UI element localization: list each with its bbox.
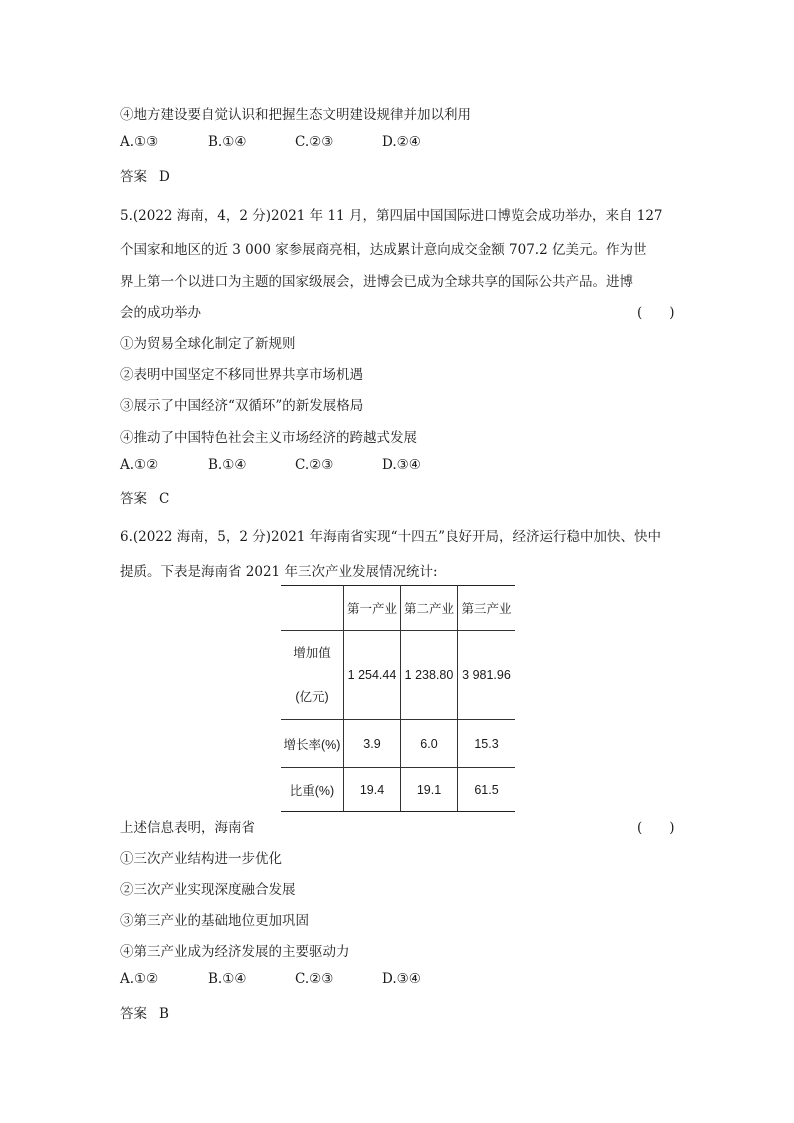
prev-answer [120,165,170,185]
option-a: A.①② [120,971,159,987]
table-header-primary: 第一产业 [344,586,401,631]
table-cell: 1 254.44 [344,631,401,720]
row-label-share: 比重(%) [281,768,344,812]
table-cell: 3.9 [344,720,401,768]
q5-answer-bracket: ( ) [637,305,675,321]
q5-line-4: 会的成功举办 [120,305,201,321]
table-cell: 1 238.80 [401,631,458,720]
table-row [281,768,515,812]
q6-item-2: ②三次产业实现深度融合发展 [120,882,296,898]
table-cell: 15.3 [458,720,516,768]
table-header-row [281,586,515,631]
table-header-empty [281,586,344,631]
table-header-secondary: 第二产业 [401,586,458,631]
q6-line-1: 6.(2022 海南，5，2 分)2021 年海南省实现“十四五”良好开局，经济运行稳中加快、快中 [120,529,661,545]
answer-label: 答案 [120,169,147,185]
row-label-value-added: 增加值 (亿元) [281,631,344,720]
q5-item-4: ④推动了中国特色社会主义市场经济的跨越式发展 [120,430,417,446]
option-c: C.②③ [295,971,334,987]
industry-stats-table [281,585,515,812]
table-cell: 19.1 [401,768,458,812]
answer-value: B [159,1006,169,1022]
q5-line-3: 界上第一个以进口为主题的国家级展会，进博会已成为全球共享的国际公共产品。进博 [120,274,633,290]
option-c: C.②③ [295,457,334,473]
table-cell: 19.4 [344,768,401,812]
option-d: D.③④ [382,971,421,987]
table-cell: 3 981.96 [458,631,516,720]
q5-answer [120,487,169,507]
table-cell: 61.5 [458,768,516,812]
option-d: D.③④ [382,457,421,473]
row-label-growth: 增长率(%) [281,720,344,768]
answer-label: 答案 [120,1006,147,1022]
q5-line-1: 5.(2022 海南，4，2 分)2021 年 11 月，第四届中国国际进口博览会成功举办，来自 127 [120,208,663,224]
q6-stem: 上述信息表明，海南省 [120,820,255,836]
prev-options [120,134,680,154]
q5-item-2: ②表明中国坚定不移同世界共享市场机遇 [120,367,363,383]
option-b: B.①④ [208,457,247,473]
q5-line-2: 个国家和地区的近 3 000 家参展商亮相，达成累计意向成交金额 707.2 亿美元。作为世 [120,242,647,258]
q6-answer-bracket: ( ) [637,820,675,836]
answer-value: C [159,491,170,507]
option-b: B.①④ [208,134,247,150]
option-a: A.①② [120,457,159,473]
q5-item-3: ③展示了中国经济“双循环”的新发展格局 [120,398,364,414]
prev-item-4: ④地方建设要自觉认识和把握生态文明建设规律并加以利用 [120,107,471,123]
table-cell: 6.0 [401,720,458,768]
q6-item-1: ①三次产业结构进一步优化 [120,851,282,867]
q5-item-1: ①为贸易全球化制定了新规则 [120,336,296,352]
option-d: D.②④ [382,134,421,150]
q6-answer [120,1002,169,1022]
q5-options [120,457,680,477]
option-a: A.①③ [120,134,159,150]
option-c: C.②③ [295,134,334,150]
q6-options [120,971,680,991]
table-row [281,720,515,768]
option-b: B.①④ [208,971,247,987]
q6-line-2: 提质。下表是海南省 2021 年三次产业发展情况统计: [120,564,438,580]
table-header-tertiary: 第三产业 [458,586,516,631]
table-row [281,631,515,720]
q6-item-3: ③第三产业的基础地位更加巩固 [120,913,309,929]
answer-label: 答案 [120,491,147,507]
q6-item-4: ④第三产业成为经济发展的主要驱动力 [120,944,350,960]
answer-value: D [159,169,170,185]
